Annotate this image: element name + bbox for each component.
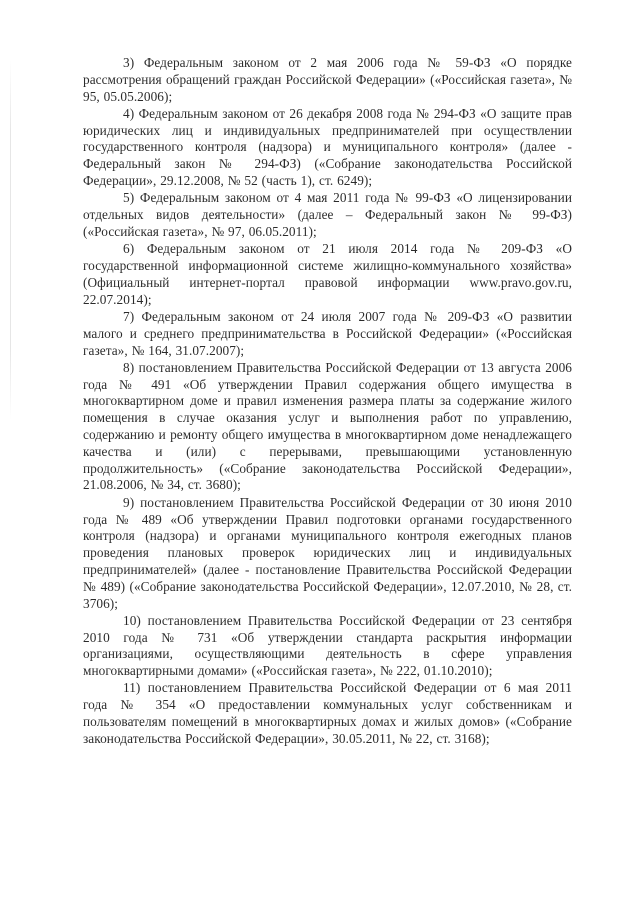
list-item-7: 7) Федеральным законом от 24 июля 2007 года № 209-ФЗ «О развитии малого и среднего предпринимательства в Российской Федерации» («Российская газета», № 164, 31.07.2007); [83,308,572,358]
list-item-11: 11) постановлением Правительства Российской Федерации от 6 мая 2011 года № 354 «О предоставлении коммунальных услуг собственникам и пользователям помещений в многоквартирных домах и жилых домов» («Собрание законодательства Российской Федерации», 30.05.2011, № 22, ст. 3168); [83,680,572,746]
list-item-4: 4) Федеральным законом от 26 декабря 2008 года № 294-ФЗ «О защите прав юридических лиц и индивидуальных предпринимателей при осуществлении государственного контроля (надзора) и муниципального контроля» (далее - Федеральный закон № 294-ФЗ) («Собрание законодательства Российской Федерации», 29.12.2008, № 52 (часть 1), ст. 6249); [83,105,572,189]
list-item-6: 6) Федеральным законом от 21 июля 2014 года № 209-ФЗ «О государственной информационной системе жилищно-коммунального хозяйства» (Официальный интернет-портал правовой информации www.pravo.gov.ru, 22.07.2014); [83,241,572,307]
list-item-9: 9) постановлением Правительства Российской Федерации от 30 июня 2010 года № 489 «Об утверждении Правил подготовки органами государственного контроля (надзора) и органами муниципального контроля ежегодных планов проведения плановых проверок юридических лиц и индивидуальных предпринимателей» (далее - постановление Правительства Российской Федерации № 489) («Собрание законодательства Российской Федерации», 12.07.2010, № 28, ст. 3706); [83,494,572,611]
list-item-5: 5) Федеральным законом от 4 мая 2011 года № 99-ФЗ «О лицензировании отдельных видов деятельности» (далее – Федеральный закон № 99-ФЗ) («Российская газета», № 97, 06.05.2011); [83,190,572,239]
document-body [83,55,572,748]
list-item-8: 8) постановлением Правительства Российской Федерации от 13 августа 2006 года № 491 «Об утверждении Правил содержания общего имущества в многоквартирном доме и правил изменения размера платы за содержание жилого помещения в случае оказания услуг и выполнения работ по управлению, содержанию и ремонту общего имущества в многоквартирном доме ненадлежащего качества и (или) с перерывами, превышающими установленную продолжительность» («Собрание законодательства Российской Федерации», 21.08.2006, № 34, ст. 3680); [83,359,572,493]
list-item-3: 3) Федеральным законом от 2 мая 2006 года № 59-ФЗ «О порядке рассмотрения обращений граждан Российской Федерации» («Российская газета», № 95, 05.05.2006); [83,55,572,104]
list-item-10: 10) постановлением Правительства Российской Федерации от 23 сентября 2010 года № 731 «Об утверждении стандарта раскрытия информации организациями, осуществляющими деятельность в сфере управления многоквартирными домами» («Российская газета», № 222, 01.10.2010); [83,612,572,679]
scan-margin-line [10,60,11,420]
